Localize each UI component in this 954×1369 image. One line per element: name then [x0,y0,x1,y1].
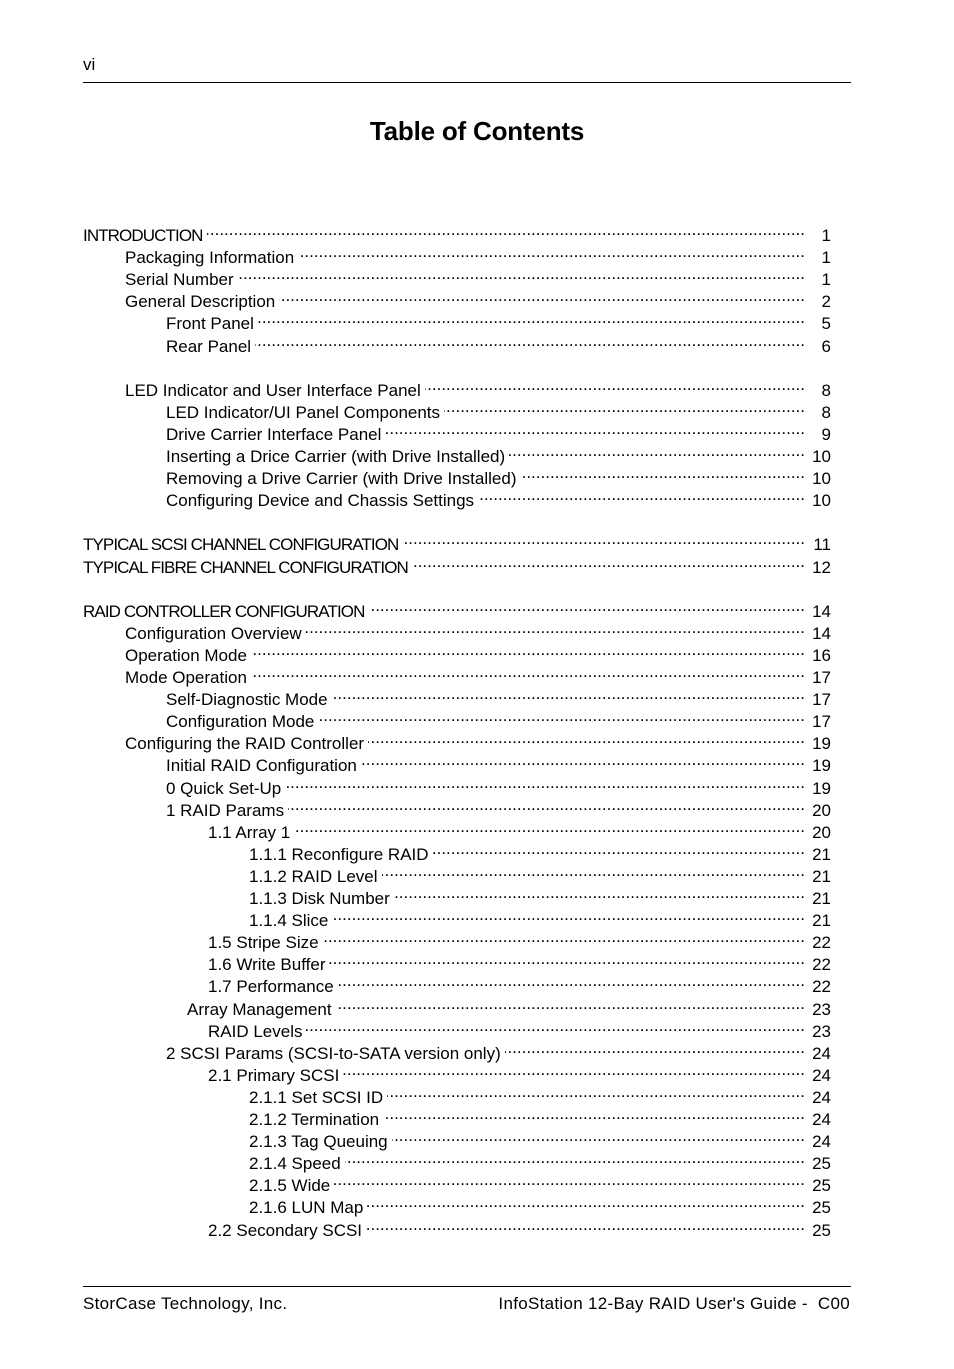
toc-dot-leader [288,794,805,816]
toc-entry-label: 1 RAID Params [166,801,285,820]
toc-entry-label: 2.1.2 Termination [249,1110,380,1129]
toc-entry-page-number: 23 [812,1000,831,1019]
toc-entry[interactable] [249,860,831,886]
toc-dot-leader [382,860,805,882]
toc-dot-leader [334,1169,805,1191]
toc-entry[interactable] [166,705,831,731]
toc-entry[interactable] [166,330,831,356]
toc-dot-leader [402,528,805,550]
toc-entry[interactable] [166,307,831,333]
toc-entry[interactable] [83,595,831,621]
toc-dot-leader [318,705,805,727]
toc-dot-leader [329,948,805,970]
toc-entry-page-number: 10 [812,469,831,488]
toc-entry[interactable] [166,396,831,422]
footer-document-title: InfoStation 12-Bay RAID User's Guide - C00 [498,1294,850,1313]
toc-entry-page-number: 8 [821,403,831,422]
page-title: Table of Contents [369,116,585,146]
toc-entry-label: Configuring Device and Chassis Settings [166,491,475,510]
toc-entry-label: Initial RAID Configuration [166,756,357,775]
toc-entry[interactable] [125,727,831,753]
toc-entry-page-number: 17 [812,668,831,687]
toc-dot-leader [385,418,805,440]
footer-company: StorCase Technology, Inc. [83,1294,288,1313]
toc-dot-leader [306,1015,805,1037]
toc-entry-page-number: 20 [812,801,831,820]
toc-entry-label: 2.2 Secondary SCSI [208,1221,363,1240]
toc-entry-page-number: 25 [812,1176,831,1195]
toc-entry-page-number: 16 [812,646,831,665]
toc-dot-leader [478,484,805,506]
toc-entry[interactable] [249,1147,831,1173]
toc-entry[interactable] [125,241,831,267]
toc-entry-page-number: 6 [821,337,831,356]
toc-entry[interactable] [83,551,831,577]
toc-entry-label: RAID Levels [208,1022,303,1041]
toc-entry-label: Inserting a Drice Carrier (with Drive Installed) [166,447,506,466]
toc-dot-leader [509,440,805,462]
toc-entry[interactable] [249,838,831,864]
toc-entry-page-number: 9 [821,425,831,444]
toc-dot-leader [306,617,805,639]
toc-entry-page-number: 25 [812,1198,831,1217]
toc-entry-page-number: 21 [812,911,831,930]
toc-entry-page-number: 24 [812,1088,831,1107]
toc-entry[interactable] [125,263,831,289]
toc-entry-label: 1.1.1 Reconfigure RAID [249,845,429,864]
toc-entry-label: Drive Carrier Interface Panel [166,425,382,444]
toc-entry-page-number: 24 [812,1066,831,1085]
toc-entry[interactable] [249,1081,831,1107]
toc-entry[interactable] [208,1059,831,1085]
toc-entry-label: 2.1 Primary SCSI [208,1066,340,1085]
toc-dot-leader [332,683,805,705]
toc-entry-page-number: 17 [812,690,831,709]
toc-entry-page-number: 10 [812,491,831,510]
toc-entry-label: Configuring the RAID Controller [125,734,365,753]
toc-entry-label: 1.5 Stripe Size [208,933,319,952]
toc-dot-leader [332,904,805,926]
toc-dot-leader [279,285,805,307]
toc-entry-page-number: 14 [812,602,831,621]
toc-entry-page-number: 20 [812,823,831,842]
toc-dot-leader [394,882,805,904]
toc-dot-leader [251,661,805,683]
toc-entry-label: LED Indicator and User Interface Panel [125,381,421,400]
toc-dot-leader [366,1214,805,1236]
toc-dot-leader [367,1191,805,1213]
toc-dot-leader [520,462,805,484]
toc-dot-leader [368,727,805,749]
toc-entry[interactable] [166,462,831,488]
toc-entry-page-number: 8 [821,381,831,400]
toc-entry-label: 2.1.1 Set SCSI ID [249,1088,384,1107]
toc-entry[interactable] [166,772,831,798]
toc-entry-page-number: 1 [821,226,831,245]
toc-dot-leader [336,993,805,1015]
toc-entry-label: INTRODUCTION [83,226,203,245]
toc-entry-page-number: 17 [812,712,831,731]
toc-dot-leader [425,374,805,396]
toc-entry[interactable] [166,683,831,709]
toc-dot-leader [294,816,805,838]
toc-entry-page-number: 25 [812,1221,831,1240]
toc-entry-label: Rear Panel [166,337,252,356]
toc-entry-page-number: 12 [812,558,831,577]
toc-entry[interactable] [208,816,831,842]
toc-entry-label: TYPICAL FIBRE CHANNEL CONFIGURATION [83,558,408,577]
toc-dot-leader [207,219,805,241]
toc-entry-label: Mode Operation [125,668,247,687]
toc-dot-leader [298,241,805,263]
toc-dot-leader [258,307,805,329]
toc-entry-page-number: 22 [812,955,831,974]
toc-entry-label: 2.1.4 Speed [249,1154,341,1173]
toc-entry-label: Array Management [187,1000,332,1019]
toc-entry-label: Front Panel [166,314,254,333]
toc-entry-page-number: 22 [812,977,831,996]
toc-entry-label: 1.1.3 Disk Number [249,889,390,908]
toc-entry-label: 2.1.5 Wide [249,1176,331,1195]
toc-entry-page-number: 5 [821,314,831,333]
toc-entry-page-number: 19 [812,734,831,753]
header-rule [83,82,851,83]
toc-entry[interactable] [125,374,831,400]
toc-entry[interactable] [249,1125,831,1151]
toc-dot-leader [323,926,805,948]
toc-entry-label: 1.7 Performance [208,977,334,996]
toc-entry-label: 1.1.2 RAID Level [249,867,378,886]
toc-entry[interactable] [249,1169,831,1195]
toc-entry[interactable] [249,904,831,930]
toc-dot-leader [338,970,805,992]
toc-entry-label: 2.1.3 Tag Queuing [249,1132,388,1151]
toc-dot-leader [238,263,805,285]
toc-dot-leader [345,1147,805,1169]
toc-dot-leader [412,551,805,573]
toc-entry[interactable] [249,1191,831,1217]
toc-entry[interactable] [249,1103,831,1129]
toc-entry-label: 1.1.4 Slice [249,911,329,930]
toc-entry[interactable] [125,639,831,665]
toc-entry-label: TYPICAL SCSI CHANNEL CONFIGURATION [83,535,399,554]
toc-entry[interactable] [208,926,831,952]
toc-entry-label: General Description [125,292,276,311]
toc-entry[interactable] [166,1037,831,1063]
toc-dot-leader [387,1081,805,1103]
toc-entry-label: 0 Quick Set-Up [166,779,282,798]
toc-entry-page-number: 14 [812,624,831,643]
toc-entry[interactable] [208,970,831,996]
footer-rule [83,1286,851,1287]
toc-entry[interactable] [125,661,831,687]
toc-entry-page-number: 19 [812,779,831,798]
toc-entry[interactable] [208,948,831,974]
toc-entry-page-number: 24 [812,1110,831,1129]
toc-entry-page-number: 21 [812,845,831,864]
toc-entry-label: Serial Number [125,270,234,289]
toc-entry-label: Self-Diagnostic Mode [166,690,328,709]
toc-entry-label: LED Indicator/UI Panel Components [166,403,441,422]
toc-dot-leader [251,639,805,661]
toc-entry-label: 2.1.6 LUN Map [249,1198,364,1217]
toc-dot-leader [361,749,805,771]
toc-dot-leader [444,396,805,418]
toc-entry-page-number: 2 [821,292,831,311]
toc-entry-page-number: 10 [812,447,831,466]
toc-entry[interactable] [208,1214,831,1240]
toc-entry-page-number: 21 [812,867,831,886]
toc-entry-label: RAID CONTROLLER CONFIGURATION [83,602,365,621]
toc-entry-page-number: 22 [812,933,831,952]
toc-entry-label: Removing a Drive Carrier (with Drive Installed) [166,469,517,488]
toc-entry-page-number: 1 [821,248,831,267]
toc-dot-leader [369,595,806,617]
toc-entry-label: 2 SCSI Params (SCSI-to-SATA version only) [166,1044,501,1063]
toc-entry[interactable] [208,1015,831,1041]
toc-entry-page-number: 19 [812,756,831,775]
toc-entry-page-number: 24 [812,1044,831,1063]
toc-entry-page-number: 1 [821,270,831,289]
toc-entry[interactable] [166,440,831,466]
toc-entry[interactable] [166,484,831,510]
toc-entry-page-number: 24 [812,1132,831,1151]
toc-entry-label: 1.6 Write Buffer [208,955,326,974]
toc-entry-label: 1.1 Array 1 [208,823,291,842]
toc-entry[interactable] [166,749,831,775]
toc-entry-label: Configuration Overview [125,624,302,643]
toc-dot-leader [383,1103,805,1125]
toc-entry-label: Operation Mode [125,646,247,665]
toc-entry-page-number: 23 [812,1022,831,1041]
toc-dot-leader [433,838,805,860]
toc-entry-page-number: 25 [812,1154,831,1173]
header-page-number: vi [83,55,96,74]
toc-entry[interactable] [125,285,831,311]
toc-entry-label: Configuration Mode [166,712,315,731]
toc-entry-label: Packaging Information [125,248,295,267]
toc-entry-page-number: 11 [813,535,831,554]
toc-entry[interactable] [166,794,831,820]
toc-entry[interactable] [166,418,831,444]
toc-dot-leader [392,1125,805,1147]
toc-entry[interactable] [187,993,831,1019]
toc-entry[interactable] [125,617,831,643]
toc-dot-leader [343,1059,805,1081]
toc-dot-leader [255,330,805,352]
toc-dot-leader [285,772,805,794]
toc-entry[interactable] [249,882,831,908]
toc-dot-leader [505,1037,805,1059]
toc-entry[interactable] [83,528,831,554]
toc-entry-page-number: 21 [812,889,831,908]
toc-entry[interactable] [83,219,831,245]
